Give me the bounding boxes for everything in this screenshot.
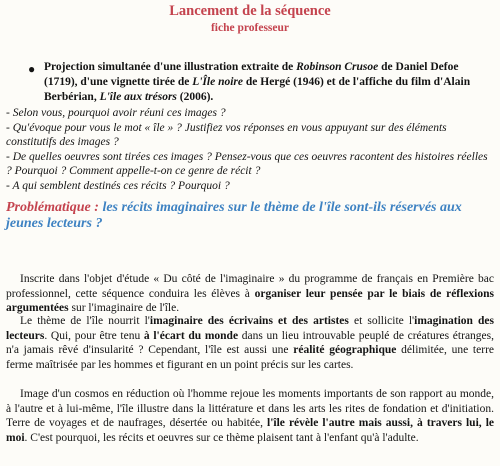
paragraph-3: Image d'un cosmos en réduction où l'homme rejoue les moments importants de son rapport au monde, à l'autre et à lui-même, l'île illustre dans la littérature et dans les arts les rites de fondation et d'initiation. Terre de voyages et de naufrages, désertée ou habitée, l'île révèle l'autre mais aussi, à travers lui, le moi. C'est pourquoi, les récits et oeuvres sur ce thème plaisent tant à l'enfant qu'à l'adulte.: [6, 388, 494, 444]
bullet-dot-icon: ●: [28, 62, 36, 76]
bullet-item: [10, 60, 488, 105]
questions-list: [6, 106, 492, 194]
bullet-text: Projection simultanée d'une illustration extraite de Robinson Crusoe de Daniel Defoe (1719), d'une vignette tirée de L'Île noire de Hergé (1946) et de l'affiche du film d'Alain Berbérian, L'île aux trésors (2006).: [44, 61, 471, 103]
question-item: - Selon vous, pourquoi avoir réuni ces images ?: [6, 107, 226, 119]
paragraph-1: Inscrite dans l'objet d'étude « Du côté de l'imaginaire » du programme de français en Première bac professionnel, cette séquence conduira les élèves à organiser leur pensée par le biais de réflexions argumentées sur l'imaginaire de l'île.: [6, 273, 494, 315]
question-item: - A qui semblent destinés ces récits ? Pourquoi ?: [6, 179, 230, 192]
page-subtitle: fiche professeur: [210, 22, 290, 34]
problematique-label: Problématique :: [6, 200, 99, 215]
page-title: Lancement de la séquence: [169, 3, 331, 19]
question-item: - Qu'évoque pour vous le mot « île » ? Justifiez vos réponses en vous appuyant sur des éléments constitutifs des images ?: [6, 121, 447, 149]
problematique: [6, 200, 494, 232]
question-item: - De quelles oeuvres sont tirées ces images ? Pensez-vous que ces oeuvres racontent des histoires réelles ? Pourquoi ? Comment appelle-t-on ce genre de récit ?: [6, 150, 488, 178]
paragraph-2: Le thème de l'île nourrit l'imaginaire des écrivains et des artistes et sollicite l'imagination des lecteurs. Qui, pour être tenu à l'écart du monde dans un lieu introuvable peuplé de créatures étranges, n'a jamais rêvé d'insularité ? Cependant, l'île est aussi une réalité géographique délimitée, une terre ferme maîtrisée par les hommes et figurant en un point précis sur les cartes.: [6, 315, 494, 371]
problematique-text: les récits imaginaires sur le thème de l'île sont-ils réservés aux jeunes lecteurs ?: [6, 200, 462, 231]
